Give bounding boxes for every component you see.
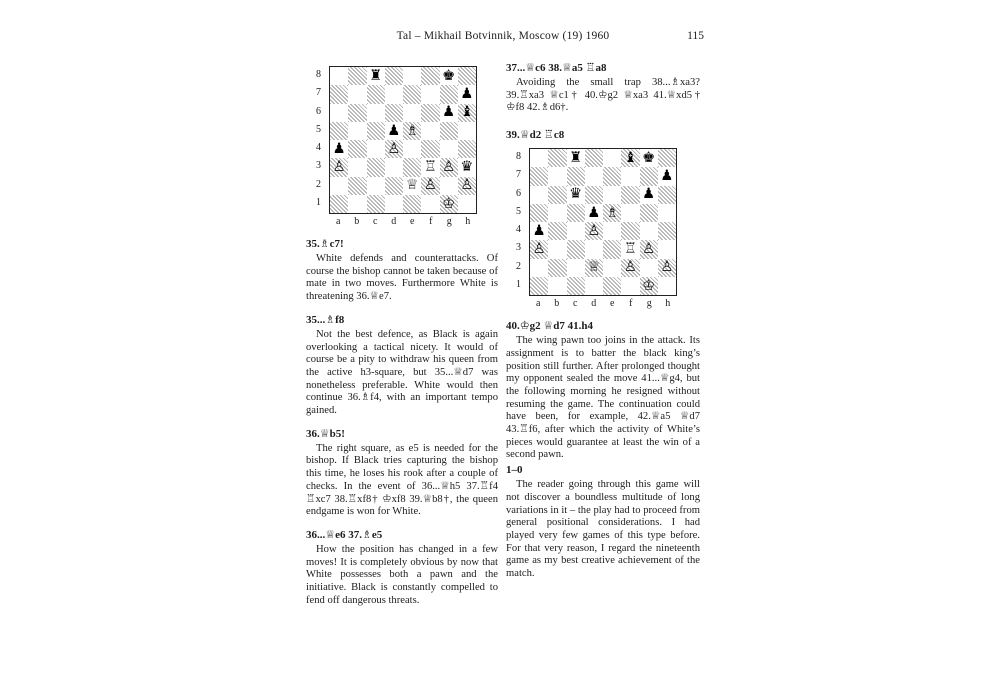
square-h8 — [658, 149, 676, 167]
white-rook-icon: ♖ — [423, 159, 437, 176]
square-d1 — [385, 195, 403, 213]
square-c1 — [367, 195, 385, 213]
square-c8 — [567, 149, 585, 167]
square-d7 — [585, 167, 603, 185]
square-b5 — [348, 122, 366, 140]
square-e2 — [603, 259, 621, 277]
file-label-e: e — [610, 298, 615, 310]
game-result: 1–0 — [506, 464, 523, 477]
square-g6 — [640, 186, 658, 204]
square-e4 — [403, 140, 421, 158]
square-c1 — [567, 277, 585, 295]
square-g1 — [440, 195, 458, 213]
move-heading: 36...♕e6 37.♗e5 — [306, 528, 383, 541]
square-f5 — [421, 122, 439, 140]
rank-label-1: 1 — [516, 278, 521, 290]
square-a4 — [330, 140, 348, 158]
rank-label-2: 2 — [316, 178, 321, 190]
square-a8 — [330, 67, 348, 85]
square-f4 — [621, 222, 639, 240]
square-c6 — [567, 186, 585, 204]
rank-label-1: 1 — [316, 196, 321, 208]
black-king-icon: ♚ — [642, 149, 656, 166]
square-e7 — [403, 85, 421, 103]
square-b8 — [348, 67, 366, 85]
square-b8 — [548, 149, 566, 167]
file-label-h: h — [465, 216, 471, 227]
rank-labels — [516, 148, 529, 296]
file-label-a: a — [536, 298, 541, 310]
square-e1 — [403, 195, 421, 213]
square-c3 — [567, 240, 585, 258]
chess-board — [329, 66, 477, 214]
square-g4 — [440, 140, 458, 158]
square-c7 — [367, 85, 385, 103]
square-e5 — [603, 204, 621, 222]
square-c6 — [367, 104, 385, 122]
move-heading: 39.♕d2 ♖c8 — [506, 129, 565, 142]
file-label-a: a — [336, 216, 341, 227]
square-g4 — [640, 222, 658, 240]
page-number: 115 — [687, 30, 704, 42]
square-e5 — [403, 122, 421, 140]
section-36-Qb5 — [306, 428, 498, 519]
square-b6 — [348, 104, 366, 122]
black-pawn-icon: ♟ — [532, 222, 546, 239]
section-40-Kg2-Qd7-41-h4 — [506, 320, 700, 462]
square-d8 — [385, 67, 403, 85]
file-label-b: b — [554, 298, 560, 310]
rank-label-8: 8 — [316, 69, 321, 81]
rank-label-2: 2 — [516, 260, 521, 272]
square-f1 — [621, 277, 639, 295]
commentary-paragraph: The wing pawn too joins in the attack. Its assignment is to batter the black king’s position still further. After prolonged thought my opponent sealed the move 41...♕g4, but the following morning he resigned without resuming the game. The continuation could have been, for example, 42.♕a5 ♕d7 43.♖f6, after which the activity of White’s pieces would guarantee at least the win of a second pawn. — [506, 335, 700, 461]
page-header — [306, 30, 704, 46]
square-e4 — [603, 222, 621, 240]
square-e1 — [603, 277, 621, 295]
square-h5 — [658, 204, 676, 222]
move-heading: 36.♕b5! — [306, 427, 345, 440]
white-pawn-icon: ♙ — [332, 159, 346, 176]
square-h5 — [458, 122, 476, 140]
square-e7 — [603, 167, 621, 185]
square-a5 — [530, 204, 548, 222]
square-f6 — [621, 186, 639, 204]
white-king-icon: ♔ — [642, 277, 656, 294]
rank-label-3: 3 — [316, 160, 321, 172]
square-a6 — [530, 186, 548, 204]
white-pawn-icon: ♙ — [423, 177, 437, 194]
commentary-paragraph: The right square, as e5 is needed for the bishop. If Black tries capturing the bishop this time, he loses his rook after a couple of checks. In the event of 36...♕h5 37.♖f4 ♖xc7 38.♖xf8† ♔xf8 39.♕b8†, the queen endgame is won for White. — [306, 442, 498, 518]
square-e3 — [403, 158, 421, 176]
chess-diagram-1 — [316, 66, 498, 228]
black-pawn-icon: ♟ — [332, 140, 346, 157]
section-result — [506, 464, 700, 581]
black-pawn-icon: ♟ — [642, 186, 656, 203]
square-g2 — [440, 177, 458, 195]
square-e8 — [403, 67, 421, 85]
white-queen-icon: ♕ — [405, 177, 419, 194]
square-h2 — [658, 259, 676, 277]
square-b6 — [548, 186, 566, 204]
file-label-g: g — [646, 298, 652, 310]
square-e6 — [603, 186, 621, 204]
white-pawn-icon: ♙ — [660, 259, 674, 276]
square-d4 — [585, 222, 603, 240]
white-pawn-icon: ♙ — [642, 241, 656, 258]
rank-label-4: 4 — [516, 224, 521, 236]
square-d4 — [385, 140, 403, 158]
square-d3 — [585, 240, 603, 258]
square-d3 — [385, 158, 403, 176]
square-f5 — [621, 204, 639, 222]
square-g3 — [640, 240, 658, 258]
square-c2 — [567, 259, 585, 277]
square-h3 — [658, 240, 676, 258]
square-c5 — [367, 122, 385, 140]
file-labels — [529, 298, 677, 310]
rank-label-4: 4 — [316, 142, 321, 154]
square-a3 — [530, 240, 548, 258]
square-g5 — [640, 204, 658, 222]
square-a7 — [330, 85, 348, 103]
white-pawn-icon: ♙ — [442, 159, 456, 176]
section-35-Bc7 — [306, 238, 498, 304]
square-h8 — [458, 67, 476, 85]
white-rook-icon: ♖ — [623, 241, 637, 258]
square-b5 — [548, 204, 566, 222]
square-f8 — [421, 67, 439, 85]
square-b1 — [348, 195, 366, 213]
black-pawn-icon: ♟ — [460, 86, 474, 103]
square-e2 — [403, 177, 421, 195]
file-label-b: b — [354, 216, 360, 227]
move-heading: 35.♗c7! — [306, 238, 344, 250]
rank-labels — [316, 66, 329, 214]
black-pawn-icon: ♟ — [660, 168, 674, 185]
square-a2 — [330, 177, 348, 195]
white-bishop-icon: ♗ — [405, 122, 419, 139]
white-king-icon: ♔ — [442, 195, 456, 212]
square-b4 — [548, 222, 566, 240]
move-heading: 37...♕c6 38.♕a5 ♖a8 — [506, 62, 607, 74]
square-b1 — [548, 277, 566, 295]
black-rook-icon: ♜ — [369, 67, 383, 84]
square-d6 — [585, 186, 603, 204]
square-a5 — [330, 122, 348, 140]
square-a6 — [330, 104, 348, 122]
square-h2 — [458, 177, 476, 195]
square-f2 — [421, 177, 439, 195]
square-h6 — [658, 186, 676, 204]
square-f2 — [621, 259, 639, 277]
black-pawn-icon: ♟ — [587, 204, 601, 221]
square-h4 — [658, 222, 676, 240]
square-h3 — [458, 158, 476, 176]
square-f4 — [421, 140, 439, 158]
square-c3 — [367, 158, 385, 176]
black-pawn-icon: ♟ — [442, 104, 456, 121]
black-pawn-icon: ♟ — [387, 122, 401, 139]
square-g3 — [440, 158, 458, 176]
square-g8 — [640, 149, 658, 167]
black-rook-icon: ♜ — [569, 149, 583, 166]
square-d6 — [385, 104, 403, 122]
black-bishop-icon: ♝ — [623, 149, 637, 166]
square-d5 — [585, 204, 603, 222]
square-b2 — [548, 259, 566, 277]
square-f1 — [421, 195, 439, 213]
commentary-paragraph: White defends and counterattacks. Of course the bishop cannot be taken because of mate in two moves. Furthermore White is threatening 36.♕e7. — [306, 253, 498, 303]
file-label-e: e — [410, 216, 415, 227]
square-b2 — [348, 177, 366, 195]
square-b3 — [548, 240, 566, 258]
file-label-d: d — [391, 216, 397, 227]
file-label-h: h — [665, 298, 671, 310]
rank-label-8: 8 — [516, 151, 521, 163]
rank-label-3: 3 — [516, 242, 521, 254]
square-g8 — [440, 67, 458, 85]
file-label-g: g — [446, 216, 452, 227]
square-d1 — [585, 277, 603, 295]
square-c4 — [567, 222, 585, 240]
square-g1 — [640, 277, 658, 295]
move-heading: 35...♗f8 — [306, 313, 345, 326]
square-f3 — [421, 158, 439, 176]
commentary-paragraph: How the position has changed in a few moves! It is completely obvious by now that White possesses both a pawn and the initiative. Black is constantly compelled to fend off dangerous threats. — [306, 543, 498, 606]
square-d7 — [385, 85, 403, 103]
file-label-f: f — [629, 298, 633, 310]
square-f8 — [621, 149, 639, 167]
commentary-paragraph: The reader going through this game will not discover a boundless multitude of long variations in it – the play had to proceed from general positional considerations. I had played very few games of this type before. For that very reason, I regard the nineteenth game as my best creative achievement of the match. — [506, 479, 700, 580]
file-label-c: c — [573, 298, 578, 310]
square-a3 — [330, 158, 348, 176]
square-h4 — [458, 140, 476, 158]
square-c2 — [367, 177, 385, 195]
section-39-Qd2-Rc8 — [506, 129, 700, 142]
rank-label-7: 7 — [316, 87, 321, 99]
square-c5 — [567, 204, 585, 222]
square-h7 — [658, 167, 676, 185]
square-b4 — [348, 140, 366, 158]
square-d8 — [585, 149, 603, 167]
square-a7 — [530, 167, 548, 185]
square-h1 — [458, 195, 476, 213]
square-g7 — [640, 167, 658, 185]
square-e6 — [403, 104, 421, 122]
section-36-Qe6-37-Be5 — [306, 529, 498, 608]
square-h6 — [458, 104, 476, 122]
square-g7 — [440, 85, 458, 103]
square-f6 — [421, 104, 439, 122]
square-f7 — [421, 85, 439, 103]
file-label-f: f — [429, 216, 433, 227]
white-pawn-icon: ♙ — [460, 177, 474, 194]
left-column — [306, 62, 498, 607]
section-37-Qc6-38-Qa5-Ra8 — [506, 62, 700, 115]
black-queen-icon: ♛ — [460, 159, 474, 176]
square-d2 — [585, 259, 603, 277]
square-d5 — [385, 122, 403, 140]
square-a2 — [530, 259, 548, 277]
square-b7 — [348, 85, 366, 103]
section-35-Bf8 — [306, 314, 498, 418]
square-g6 — [440, 104, 458, 122]
white-pawn-icon: ♙ — [587, 222, 601, 239]
white-pawn-icon: ♙ — [532, 241, 546, 258]
square-f7 — [621, 167, 639, 185]
rank-label-6: 6 — [516, 187, 521, 199]
rank-label-5: 5 — [516, 205, 521, 217]
move-heading: 40.♔g2 ♕d7 41.h4 — [506, 320, 593, 333]
square-a1 — [330, 195, 348, 213]
rank-label-5: 5 — [316, 123, 321, 135]
square-a8 — [530, 149, 548, 167]
right-column — [506, 62, 700, 581]
white-pawn-icon: ♙ — [623, 259, 637, 276]
square-g2 — [640, 259, 658, 277]
white-queen-icon: ♕ — [587, 259, 601, 276]
file-label-d: d — [591, 298, 597, 310]
running-title: Tal – Mikhail Botvinnik, Moscow (19) 1960 — [396, 30, 610, 42]
commentary-paragraph: Avoiding the small trap 38...♗xa3? 39.♖xa3 ♕c1† 40.♔g2 ♕xa3 41.♕xd5† ♔f8 42.♗d6†. — [506, 77, 700, 114]
commentary-paragraph: Not the best defence, as Black is again overlooking a tactical nicety. It would of course be a pity to withdraw his queen from the active h3-square, but 35...♕d7 was nonetheless preferable. White would then continue 36.♗f4, with an important tempo gained. — [306, 328, 498, 417]
square-b7 — [548, 167, 566, 185]
white-bishop-icon: ♗ — [605, 204, 619, 221]
square-e3 — [603, 240, 621, 258]
black-bishop-icon: ♝ — [460, 104, 474, 121]
chess-board — [529, 148, 677, 296]
square-a4 — [530, 222, 548, 240]
square-f3 — [621, 240, 639, 258]
square-g5 — [440, 122, 458, 140]
black-king-icon: ♚ — [442, 67, 456, 84]
file-labels — [329, 216, 477, 228]
square-b3 — [348, 158, 366, 176]
rank-label-6: 6 — [316, 105, 321, 117]
file-label-c: c — [373, 216, 378, 227]
chess-diagram-2 — [516, 148, 700, 310]
square-e8 — [603, 149, 621, 167]
square-c4 — [367, 140, 385, 158]
square-c7 — [567, 167, 585, 185]
square-a1 — [530, 277, 548, 295]
white-pawn-icon: ♙ — [387, 140, 401, 157]
square-d2 — [385, 177, 403, 195]
square-h1 — [658, 277, 676, 295]
square-h7 — [458, 85, 476, 103]
black-queen-icon: ♛ — [569, 186, 583, 203]
rank-label-7: 7 — [516, 169, 521, 181]
square-c8 — [367, 67, 385, 85]
